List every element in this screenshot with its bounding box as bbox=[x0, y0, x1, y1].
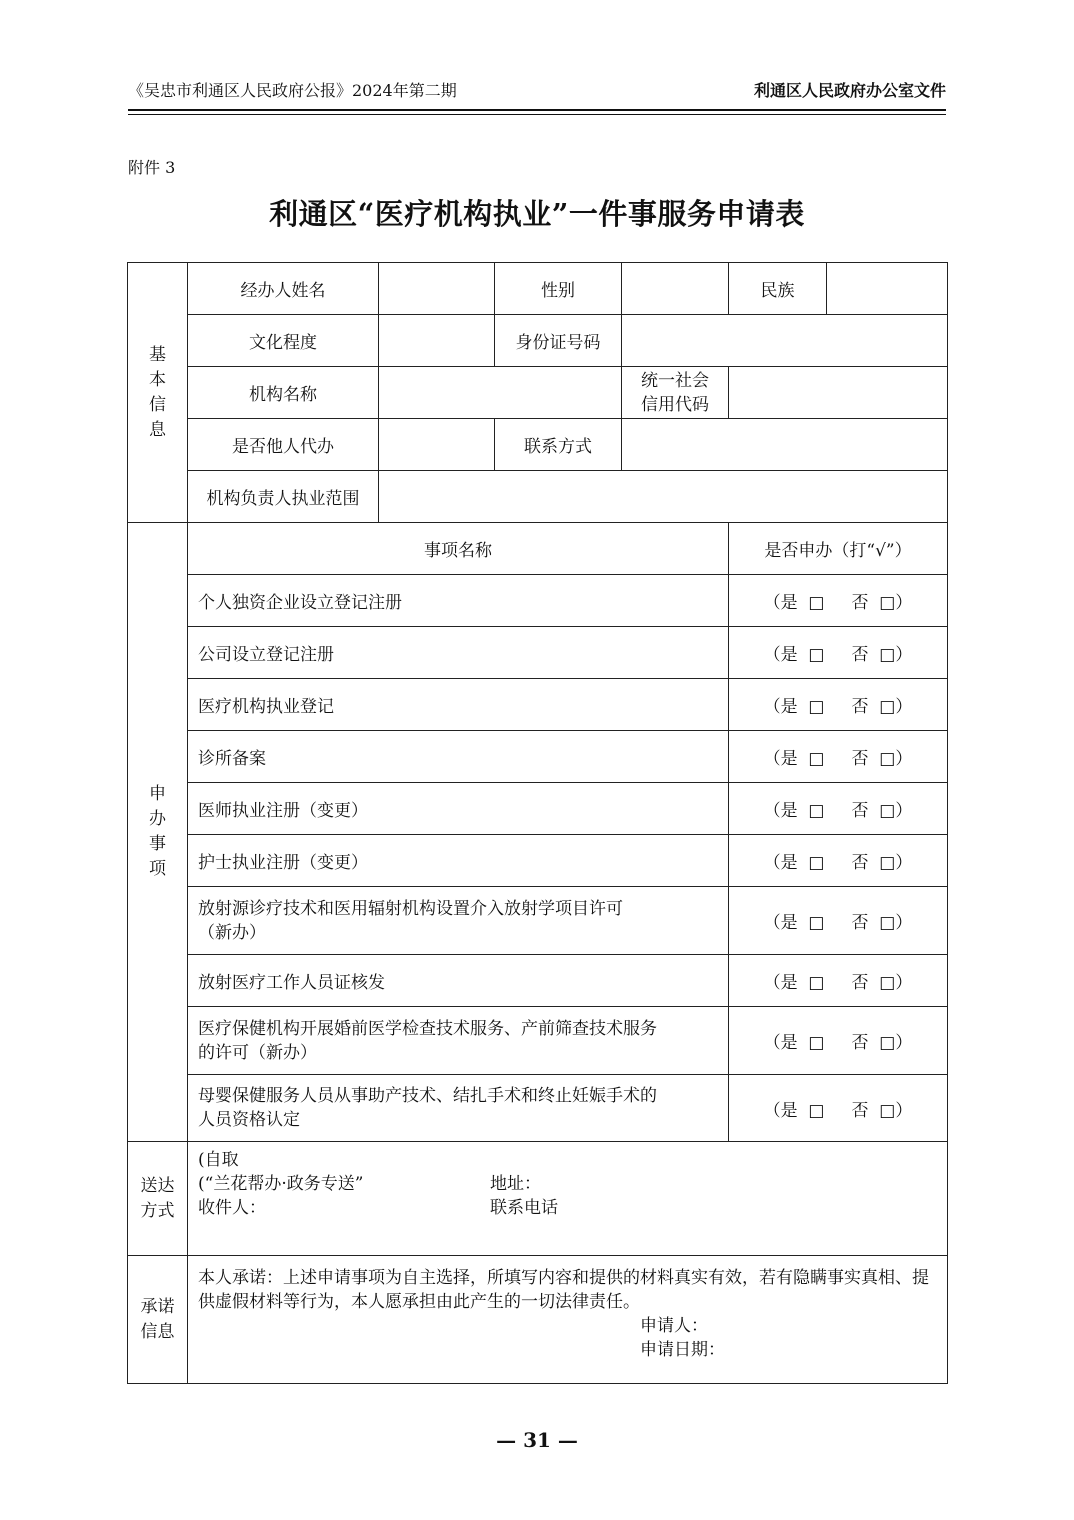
attachment-label: 附件 3 bbox=[128, 158, 176, 177]
label-credit-code: 统一社会 信用代码 bbox=[622, 367, 729, 419]
apply-checkbox[interactable]: （是 □ 否 □） bbox=[729, 731, 948, 783]
apply-date-label: 申请日期： bbox=[640, 1340, 725, 1360]
matter-name: 公司设立登记注册 bbox=[188, 627, 729, 679]
section-delivery: 送达 方式 bbox=[128, 1142, 188, 1256]
table-row bbox=[128, 887, 948, 955]
matter-name: 放射医疗工作人员证核发 bbox=[188, 955, 729, 1007]
section-matters: 申 办 事 项 bbox=[128, 523, 188, 1142]
apply-checkbox[interactable]: （是 □ 否 □） bbox=[729, 1007, 948, 1075]
table-row bbox=[128, 679, 948, 731]
field-handler-name[interactable] bbox=[379, 263, 495, 315]
section-promise: 承诺 信息 bbox=[128, 1256, 188, 1384]
apply-checkbox[interactable]: （是 □ 否 □） bbox=[729, 575, 948, 627]
table-row bbox=[128, 731, 948, 783]
label-id-number: 身份证号码 bbox=[495, 315, 622, 367]
field-scope[interactable] bbox=[379, 471, 948, 523]
applicant-label: 申请人： bbox=[640, 1316, 708, 1336]
delivery-express[interactable]: (“兰花帮办·政务专送” bbox=[198, 1174, 364, 1194]
matter-name: 放射源诊疗技术和医用辐射机构设置介入放射学项目许可 （新办） bbox=[188, 887, 729, 955]
matter-name: 护士执业注册（变更） bbox=[188, 835, 729, 887]
delivery-self-pick[interactable]: (自取 bbox=[198, 1150, 239, 1170]
delivery-options bbox=[188, 1142, 948, 1256]
table-row bbox=[128, 575, 948, 627]
table-row bbox=[128, 1075, 948, 1142]
delivery-recipient-label: 收件人： bbox=[198, 1198, 266, 1218]
field-id-number[interactable] bbox=[622, 315, 948, 367]
page-header bbox=[128, 78, 946, 104]
matter-name: 诊所备案 bbox=[188, 731, 729, 783]
label-contact: 联系方式 bbox=[495, 419, 622, 471]
label-handler-name: 经办人姓名 bbox=[188, 263, 379, 315]
field-org-name[interactable] bbox=[379, 367, 622, 419]
matter-name: 医师执业注册（变更） bbox=[188, 783, 729, 835]
matter-name: 母婴保健服务人员从事助产技术、结扎手术和终止妊娠手术的 人员资格认定 bbox=[188, 1075, 729, 1142]
delivery-address-label: 地址： bbox=[490, 1174, 541, 1194]
table-row bbox=[128, 835, 948, 887]
delivery-phone-label: 联系电话 bbox=[490, 1198, 558, 1218]
column-header-matter-name: 事项名称 bbox=[188, 523, 729, 575]
table-row bbox=[128, 955, 948, 1007]
field-ethnicity[interactable] bbox=[827, 263, 948, 315]
matter-name: 医疗保健机构开展婚前医学检查技术服务、产前筛查技术服务 的许可（新办） bbox=[188, 1007, 729, 1075]
table-row bbox=[128, 783, 948, 835]
field-contact[interactable] bbox=[622, 419, 948, 471]
apply-checkbox[interactable]: （是 □ 否 □） bbox=[729, 783, 948, 835]
apply-checkbox[interactable]: （是 □ 否 □） bbox=[729, 955, 948, 1007]
apply-checkbox[interactable]: （是 □ 否 □） bbox=[729, 887, 948, 955]
apply-checkbox[interactable]: （是 □ 否 □） bbox=[729, 835, 948, 887]
label-proxy: 是否他人代办 bbox=[188, 419, 379, 471]
label-gender: 性别 bbox=[495, 263, 622, 315]
header-rule-thin bbox=[128, 114, 946, 115]
promise-text: 本人承诺：上述申请事项为自主选择，所填写内容和提供的材料真实有效，若有隐瞒事实真相、提供虚假材料等行为，本人愿承担由此产生的一切法律责任。 bbox=[198, 1268, 929, 1312]
field-gender[interactable] bbox=[622, 263, 729, 315]
label-scope: 机构负责人执业范围 bbox=[188, 471, 379, 523]
page-number: — 31 — bbox=[496, 1428, 578, 1452]
table-row bbox=[128, 1007, 948, 1075]
application-form-table bbox=[127, 262, 948, 1384]
field-proxy[interactable] bbox=[379, 419, 495, 471]
label-ethnicity: 民族 bbox=[729, 263, 827, 315]
table-row bbox=[128, 627, 948, 679]
label-org-name: 机构名称 bbox=[188, 367, 379, 419]
header-journal-title: 《吴忠市利通区人民政府公报》2024年第二期 bbox=[128, 81, 457, 100]
apply-checkbox[interactable]: （是 □ 否 □） bbox=[729, 679, 948, 731]
label-education: 文化程度 bbox=[188, 315, 379, 367]
form-title: 利通区“医疗机构执业”一件事服务申请表 bbox=[269, 197, 805, 231]
field-credit-code[interactable] bbox=[729, 367, 948, 419]
header-office-name: 利通区人民政府办公室文件 bbox=[753, 81, 946, 100]
field-education[interactable] bbox=[379, 315, 495, 367]
column-header-apply: 是否申办（打“√”） bbox=[729, 523, 948, 575]
header-rule-thick bbox=[128, 109, 946, 111]
apply-checkbox[interactable]: （是 □ 否 □） bbox=[729, 627, 948, 679]
matter-name: 医疗机构执业登记 bbox=[188, 679, 729, 731]
section-basic-info: 基 本 信 息 bbox=[128, 263, 188, 523]
matter-name: 个人独资企业设立登记注册 bbox=[188, 575, 729, 627]
promise-info bbox=[188, 1256, 948, 1384]
apply-checkbox[interactable]: （是 □ 否 □） bbox=[729, 1075, 948, 1142]
